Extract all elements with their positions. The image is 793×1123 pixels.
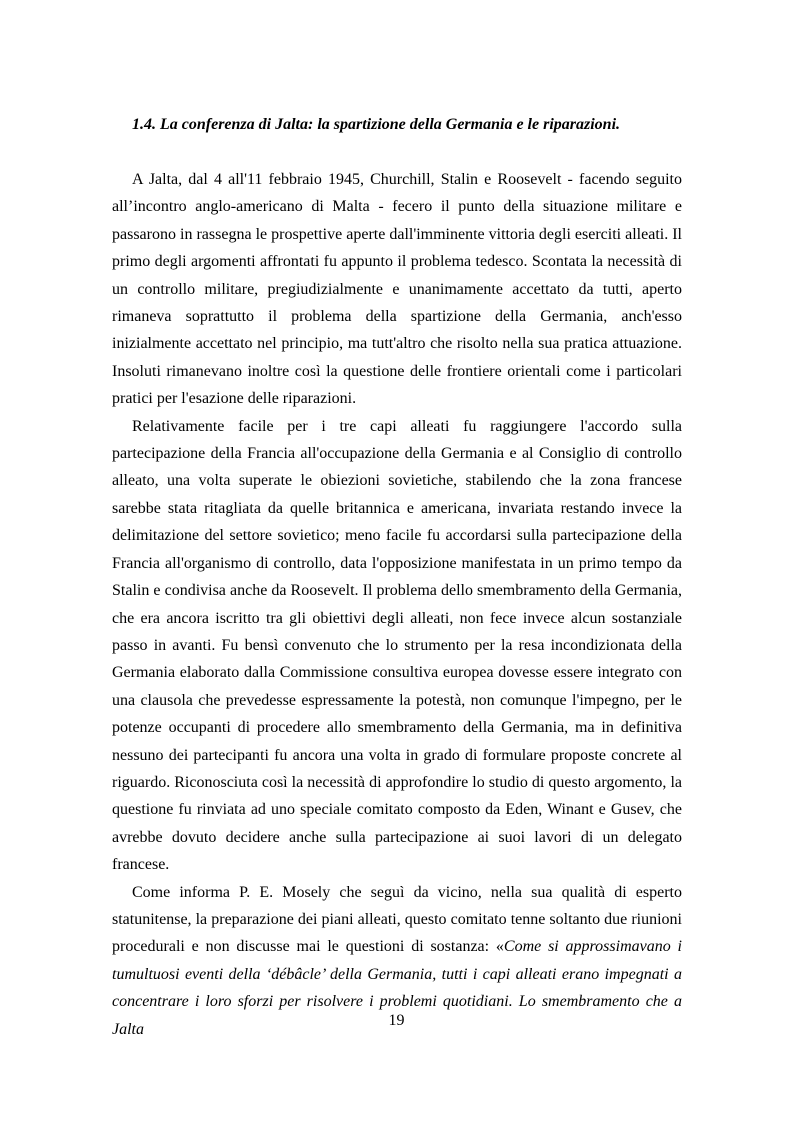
section-heading: 1.4. La conferenza di Jalta: la spartizione della Germania e le riparazioni. [132,116,621,133]
paragraph-1: A Jalta, dal 4 all'11 febbraio 1945, Churchill, Stalin e Roosevelt - facendo seguito all’incontro anglo-americano di Malta - fecero il punto della situazione militare e passarono in rassegna le prospettive aperte dall'imminente vittoria degli eserciti alleati. Il primo degli argomenti affrontati fu appunto il problema tedesco. Scontata la necessità di un controllo militare, pregiudizialmente e unanimamente accettato da tutti, aperto rimaneva soprattutto il problema della spartizione della Germania, anch'esso inizialmente accettato nel principio, ma tutt'altro che risolto nella sua pratica attuazione. Insoluti rimanevano inoltre così la questione delle frontiere orientali come i particolari pratici per l'esazione delle riparazioni. [112,171,682,408]
paragraph-3-lead: Come informa P. E. Mosely che seguì da vicino, nella sua qualità di esperto statunitense, la preparazione dei piani alleati, questo comitato tenne soltanto due riunioni procedurali e non discusse mai le questioni di sostanza: « [112,883,682,956]
page-number: 19 [388,1012,405,1029]
body-text [112,166,682,1043]
paragraph-2: Relativamente facile per i tre capi alleati fu raggiungere l'accordo sulla partecipazione della Francia all'occupazione della Germania e al Consiglio di controllo alleato, una volta superate le obiezioni sovietiche, stabilendo che la zona francese sarebbe stata ritagliata da quelle britannica e americana, invariata restando invece la delimitazione del settore sovietico; meno facile fu accordarsi sulla partecipazione della Francia all'organismo di controllo, data l'opposizione manifestata in un primo tempo da Stalin e condivisa anche da Roosevelt. Il problema dello smembramento della Germania, che era ancora iscritto tra gli obiettivi degli alleati, non fece invece alcun sostanziale passo in avanti. Fu bensì convenuto che lo strumento per la resa incondizionata della Germania elaborato dalla Commissione consultiva europea dovesse essere integrato con una clausola che prevedesse espressamente la potestà, non comunque l'impegno, per le potenze occupanti di procedere allo smembramento della Germania, ma in definitiva nessuno dei partecipanti fu ancora una volta in grado di formulare proposte concrete al riguardo. Riconosciuta così la necessità di approfondire lo studio di questo argomento, la questione fu rinviata ad uno speciale comitato composto da Eden, Winant e Gusev, che avrebbe dovuto decidere anche sulla partecipazione ai suoi lavori di un delegato francese. [112,417,682,874]
paragraph-3-quote: Come si approssimavano i tumultuosi eventi della ‘débâcle’ della Germania, tutti i capi alleati erano impegnati a concentrare i loro sforzi per risolvere i problemi quotidiani. Lo smembramento che a Jalta [112,938,683,1038]
